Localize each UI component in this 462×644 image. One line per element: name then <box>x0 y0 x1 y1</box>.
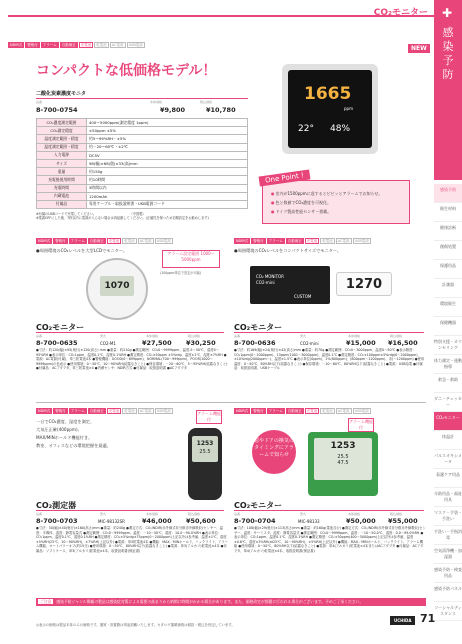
brand-logo: UCHIDA <box>390 616 415 625</box>
featured-code: 8-700-0754 <box>36 106 78 114</box>
sidebar-section-char: 感 <box>442 26 454 39</box>
spec-key: 内蔵電池 <box>37 192 87 200</box>
temp-readout: 22° <box>298 124 314 134</box>
footnote: ※付属のUSBコードで充電してください。 （中国製） <box>36 212 146 216</box>
sidebar-item[interactable]: 体温計 <box>434 431 462 450</box>
product4-temp: 25.5 <box>337 454 349 460</box>
product3-model: MIC-98132SR <box>98 519 125 524</box>
sidebar-item[interactable]: 保護用品 <box>434 260 462 279</box>
bottom-note-label: ご注意 <box>40 599 52 604</box>
product2-code: 8-700-0636 <box>234 339 276 347</box>
co2-readout: 1665 <box>304 84 352 104</box>
spec-value: 約－20～60℃・±2℃ <box>87 143 248 151</box>
product3-tags <box>36 408 173 414</box>
featured-rule <box>36 98 248 99</box>
product2-price2: ¥16,500 <box>388 339 418 347</box>
sidebar-item[interactable]: 保健機器 <box>434 317 462 336</box>
product1-callout <box>162 250 220 268</box>
feature-tag: NDIR式 <box>38 239 51 243</box>
onepoint-item: ● 色と数値でCO₂濃度を可視化。 <box>271 200 382 206</box>
product2-device-model: CO2-mini <box>256 280 275 285</box>
product1-title: CO₂モニター <box>36 323 85 332</box>
spec-row <box>37 200 248 208</box>
feature-tag: AC電源 <box>337 239 350 243</box>
feature-item: MAX/MINホールド機能付き。 <box>36 435 93 440</box>
feature-tag: 自動補正 <box>61 43 76 47</box>
product2-device-label: CO₂ MONITOR <box>256 274 284 279</box>
product2-price1: ¥15,000 <box>346 339 376 347</box>
product1-model: CO2-M1 <box>100 341 116 346</box>
feature-tag: NDIR式 <box>10 43 23 47</box>
feature-tag: 乾電池 <box>96 43 107 47</box>
bottom-note-text: 感染予防ジャンル掲載の製品は感染症対策による需要の高まりから納期に時間がかかる場合があります。また、価格改定が頻繁に行われる場合がございます。予めご了承ください。 <box>56 599 364 604</box>
feature-tag: NDIR式 <box>236 239 249 243</box>
product2-hdr-code: 品番 <box>234 334 241 338</box>
sidebar-item[interactable]: マスク・手袋・手洗い <box>434 507 462 526</box>
footer-note: ◎表示の価格は製品本体のみの価格です。運賃・設置費は別途頂戴いたします。カタログ掲載価格は税抜・税込を併記しています。 <box>36 623 235 627</box>
feature-tag: 乾電池 <box>322 239 333 243</box>
feature-tag: 警報付 <box>253 239 264 243</box>
product1-hdr-model: 型式 <box>100 334 107 338</box>
sidebar-section-char: 防 <box>442 68 454 81</box>
product3-price1: ¥46,000 <box>142 517 172 525</box>
product1-desc: ●周囲環境のCO₂レベルを大型LCDでモニター。 <box>36 248 128 253</box>
sidebar-item[interactable]: 創傷処置 <box>434 241 462 260</box>
header-rule <box>8 15 434 17</box>
featured-footnotes <box>36 212 256 220</box>
feature-tag: 警報付 <box>27 43 38 47</box>
feature-tag: USB電源 <box>354 239 369 243</box>
spec-value: 98(幅)×68(奥)×33(高)mm <box>87 159 248 167</box>
featured-price2: ¥10,780 <box>206 106 236 114</box>
product3-hdr-model: 型式 <box>100 512 107 516</box>
feature-tag: USB電源 <box>128 43 143 47</box>
feature-tag: 警報付 <box>253 409 264 413</box>
featured-device <box>282 64 378 154</box>
product3-hdr-price2: 税込価格 <box>188 512 201 516</box>
feature-tag: USB電源 <box>156 239 171 243</box>
sidebar <box>434 0 462 644</box>
feature-item: 一台でCO₂濃度、湿度を測定。 <box>36 419 95 424</box>
sidebar-section-char: 染 <box>442 40 454 53</box>
product1-callout-note: (100ppm単位で設定が可能) <box>160 271 202 275</box>
product3-rule <box>36 510 224 511</box>
feature-tag: 警報付 <box>55 239 66 243</box>
feature-tag: アラーム <box>268 239 283 243</box>
feature-tag: 充電池 <box>108 409 120 413</box>
product4-title: CO₂モニター <box>234 501 283 510</box>
product2-hdr-model: 型式 <box>300 334 307 338</box>
callout-text: アラーム設定範囲 1000～5000ppm <box>167 251 215 262</box>
sidebar-item[interactable]: 特別支援・カウンセリング <box>434 336 462 355</box>
feature-tag: 自動補正 <box>287 409 302 413</box>
product1-rule <box>36 332 224 333</box>
spec-row <box>37 151 248 159</box>
sidebar-item[interactable]: 看護ケア用品 <box>434 469 462 488</box>
spec-value: 専用ケーブル・取扱説明書・USB電源コード <box>87 200 248 208</box>
product2-tags <box>234 238 371 244</box>
product1-hdr-price1: 本体価格 <box>146 334 159 338</box>
product1-code: 8-700-0635 <box>36 339 78 347</box>
feature-tag: AC電源 <box>139 239 152 243</box>
product1-price1: ¥27,500 <box>142 339 172 347</box>
feature-tag: USB電源 <box>156 409 171 413</box>
sidebar-item[interactable]: 手洗い・手指消毒 <box>434 526 462 545</box>
feature-tag: NDIR式 <box>38 409 51 413</box>
product4-hum: 47.5 <box>337 460 349 466</box>
spec-key: 充電時間 <box>37 184 87 192</box>
onepoint-item: ● ドイツ製高性能センサー搭載。 <box>271 209 382 215</box>
onepoint-item: ● 室内が1500ppmに達するとビビッとアラームでお知らせ。 <box>271 191 382 197</box>
onepoint-title: One Point ! <box>259 170 311 187</box>
product4-code: 8-700-0704 <box>234 517 276 525</box>
feature-tag: AC電源 <box>139 409 152 413</box>
product1-lcd: 1070 <box>100 276 134 296</box>
spec-key: 付属品 <box>37 200 87 208</box>
product2-title: CO₂モニター <box>234 323 283 332</box>
spec-row <box>37 127 248 135</box>
feature-tag: 自動補正 <box>89 409 104 413</box>
product3-features <box>36 418 111 450</box>
featured-tags <box>8 42 145 48</box>
feature-tag: 乾電池 <box>322 409 333 413</box>
footnote: ※電源OFFにした後、7秒以内に電源が入らない場合は再起動してください。(正確性を保つため初期設定をお勧めします) <box>36 216 209 221</box>
product4-hdr-price1: 本体価格 <box>348 512 361 516</box>
feature-tag: AC電源 <box>337 409 350 413</box>
sidebar-item[interactable]: 感染予防・検査用品 <box>434 564 462 583</box>
product4-spec-text: ●寸法：108(幅)×29(奥行)×113(高さ)mm ●重量：約160g(電池含む) ●測定方式：CO₂/NDIR(赤外線式非分散赤外線吸収)センサー、温度：サーミスタ、湿度：静電容量式 ●測定範囲：CO₂0～9999ppm、温度：－10～50.0℃、湿度：0.0～99.0%RH ●表示単位：CO₂1ppm、温度0.1℃、湿度0.1%RH ●測定精度：CO₂±30ppm(400～5000ppm)上記以外は参考値、温度±0.6℃、湿度±3%RH(at25℃、10～90%RH)、±5%RH(上記以外) ●機能：MAX／MINホールド、バックライト、アラーム機能 ●使用環境：0～50℃、80%RH以下(結露なきこと) ●電源：単4(アルカリ)乾電池×4本またはACアダプタ ●付属品：ACアダプタ、単4(アルカリ)乾電池×4本、取扱説明書(保証書) <box>234 526 426 553</box>
spec-key: CO₂濃度測定範囲 <box>37 119 87 127</box>
spec-key: 充電後使用時間 <box>37 176 87 184</box>
feature-tag: アラーム <box>70 409 85 413</box>
product4-hdr-price2: 税込価格 <box>390 512 403 516</box>
spec-key: 湿度測定範囲・精度 <box>37 135 87 143</box>
sidebar-item[interactable]: 救急・救助 <box>434 374 462 393</box>
product3-lcd <box>192 436 218 462</box>
spec-value: 約5～99%RH・±5% <box>87 135 248 143</box>
product4-hdr-code: 品番 <box>234 512 241 516</box>
product2-device <box>250 266 390 306</box>
product3-alarm-tag: アラーム機能付 <box>197 411 221 422</box>
product4-lcd <box>314 438 372 480</box>
spec-row <box>37 119 248 127</box>
featured-hdr-price2: 税込価格 <box>200 100 213 104</box>
product2-device-brand: CUSTOM <box>294 294 312 299</box>
product3-device <box>188 428 222 500</box>
spec-key: 入力電源 <box>37 151 87 159</box>
feature-tag: NDIR式 <box>236 409 249 413</box>
spec-value: 約10時間 <box>87 176 248 184</box>
product2-device-front <box>250 266 330 304</box>
product1-device <box>86 258 148 320</box>
product3-hdr-code: 品番 <box>36 512 43 516</box>
feature-tag: 充電池 <box>108 239 120 243</box>
spec-value: 1200mAh <box>87 192 248 200</box>
spec-value: DC5V <box>87 151 248 159</box>
bottom-note-bar <box>36 598 426 606</box>
product1-hdr-price2: 税込価格 <box>188 334 201 338</box>
spec-row <box>37 176 248 184</box>
onepoint-box <box>262 171 410 224</box>
product2-hdr-price2: 税込価格 <box>390 334 403 338</box>
feature-tag: AC電源 <box>111 43 124 47</box>
spec-row <box>37 184 248 192</box>
product3-temp: 25.5 <box>199 449 211 455</box>
spec-value: 5時間以内 <box>87 184 248 192</box>
onepoint-list <box>271 191 382 215</box>
product4-bubble: 窓やドアの換気のタイミングにアラームで知らせ <box>252 430 296 474</box>
product4-rule <box>234 510 424 511</box>
featured-hdr-price1: 本体価格 <box>150 100 163 104</box>
feature-tag: 充電池 <box>80 43 92 47</box>
feature-item: 大気圧正確(400ppm)。 <box>36 427 82 432</box>
feature-tag: 乾電池 <box>124 239 135 243</box>
spec-value: 400～5000ppm(測定精度 1ppm) <box>87 119 248 127</box>
product3-code: 8-700-0703 <box>36 517 78 525</box>
product1-price2: ¥30,250 <box>186 339 216 347</box>
medical-cross-icon: ✚ <box>442 6 453 20</box>
featured-subtitle: 二酸化炭素濃度モニタ <box>36 91 87 97</box>
featured-hdr-code: 品番 <box>36 100 43 104</box>
featured-price1: ¥9,800 <box>160 106 186 114</box>
sidebar-item[interactable]: 健康診断 <box>434 222 462 241</box>
featured-spec-table <box>36 118 248 209</box>
spec-value: ±50ppm ±5% <box>87 127 248 135</box>
new-badge: NEW <box>408 44 430 53</box>
sidebar-item[interactable]: 環境衛生 <box>434 298 462 317</box>
product4-device <box>308 432 378 496</box>
feature-tag: アラーム <box>268 409 283 413</box>
feature-tag: 警報付 <box>55 409 66 413</box>
sidebar-section-title <box>440 26 456 82</box>
spec-key: CO₂測定精度 <box>37 127 87 135</box>
sidebar-item[interactable]: 感染予防 <box>434 184 462 203</box>
sidebar-item[interactable]: ダニ・チェッカー <box>434 393 462 412</box>
feature-tag: 自動補正 <box>287 239 302 243</box>
product2-hdr-price1: 本体価格 <box>348 334 361 338</box>
product2-rule <box>234 332 424 333</box>
product3-spec-text: ●寸法：50(幅)×40(奥行)×160(高さ)mm ●重量：約240g ●測定方式：CO₂/NDIR(赤外線式非分散赤外線吸収)センサー、温度：半導体、湿度：静電容量式 ●測定範囲：CO₂0～9999ppm、温度：－10～50℃、湿度：10.0～90.0%RH ●表示単位：CO₂1ppm、温度0.1℃、湿度0.1%RH ●測定精度：CO₂±5%rdg±75ppm(0～2000ppm)上記以外は参考値、温度±1℃、湿度±5%RH(25℃、10～90%RH)、±7%RH(上記以外) ●電源：単3乾電池4本 ●機能：MAX／MINホールド、バックライト、アラーム機能、オートパワーオフ(約15分) ●使用環境：0～50℃、80%RH以下(結露なきこと) ●電源：単3(アルカリ)乾電池×4本 ●付属品：ソフトケース、単3(アルカリ)乾電池×4本、取扱説明書(保証書) <box>36 526 228 553</box>
sidebar-item[interactable]: ソーシャルディスタンス <box>434 602 462 621</box>
product4-price1: ¥50,000 <box>346 517 376 525</box>
product1-tags <box>36 238 173 244</box>
product4-tags <box>234 408 371 414</box>
sidebar-item[interactable]: 衛生材料 <box>434 203 462 222</box>
feature-tag: 充電池 <box>306 409 318 413</box>
sidebar-item[interactable]: 介助用品・福祉用具 <box>434 488 462 507</box>
spec-row <box>37 192 248 200</box>
sidebar-section-banner <box>434 0 462 180</box>
product4-alarm-tag: アラーム機能付 <box>349 419 373 430</box>
sidebar-item[interactable]: パルスオキシメータ <box>434 450 462 469</box>
feature-tag: 充電池 <box>306 239 318 243</box>
feature-tag: USB電源 <box>354 409 369 413</box>
page-number: 71 <box>420 612 436 625</box>
product4-model: MIC-98133 <box>298 519 320 524</box>
spec-row <box>37 143 248 151</box>
row-divider <box>36 402 426 403</box>
sidebar-item[interactable]: CO₂モニター <box>434 412 462 431</box>
product4-co2: 1253 <box>330 441 356 451</box>
sidebar-section-char: 予 <box>442 54 454 67</box>
product2-desc: ●周囲環境のCO₂レベルをコンパクトサイズでモニター。 <box>234 248 342 253</box>
featured-device-screen <box>288 70 372 148</box>
spec-row <box>37 135 248 143</box>
spec-row <box>37 168 248 176</box>
spec-value: 約150g <box>87 168 248 176</box>
spec-key: サイズ <box>37 159 87 167</box>
product3-co2: 1253 <box>196 440 214 447</box>
product2-spec-text: ●寸法：約169(幅)×24(奥行)×42(高さ)mm ●重量：約70g ●測定範囲：CO₂0～3000ppm、温度0～50℃ ●表示精度：CO₂1ppm(0～1000ppm)、15ppm(1001～3000ppm)、温度0.1℃ ●測定精度：CO₂±100ppm±5%rdg(0～2000ppm)、±10%rdg(2000ppm～)、温度±1.5℃ ●表示単位(0ppm)、1%(800ppm)、(800ppm～1200ppm)、赤(～1200ppm) ●使用温度：0～50℃、80%RH以下(結露なきこと) ●保存環境：－10～60℃、80%RH以下(結露なきこと) ●電源：USB給電 ●付属品：取扱説明書、USBケーブル <box>234 348 425 370</box>
sidebar-item[interactable]: 感染予防パネル <box>434 583 462 602</box>
feature-item: 教室、オフィスなどの環境把握を最適。 <box>36 443 111 448</box>
spec-row <box>37 159 248 167</box>
category-title: CO₂モニター <box>373 8 428 18</box>
feature-tag: アラーム <box>70 239 85 243</box>
top-header <box>0 0 462 24</box>
product4-hdr-model: 型式 <box>300 512 307 516</box>
product1-hdr-code: 品番 <box>36 334 43 338</box>
feature-tag: アラーム <box>42 43 57 47</box>
product1-spec-text: ●寸法：約120(幅)×95(奥行)×120(高さ) mm ●重量：約210g ●測定範囲：CO₂0～9999ppm、温度-5～50℃、湿度0～95%RH ●表示単位：CO₂1ppm、温度0.1℃、湿度0.1%RH ●測定精度：CO₂±50ppm ±5%rdg、温度±1℃、湿度±7%RH ●電源：AC電源(付属)、単三乾電池4本 ●警報機能：GOOD(0～699ppm)、NORMAL(700～999ppm)、POOR(1000～9999ppm)の色表示 ●使用環境：0～50℃、10～90%RH(結露なきこと) ●保存環境：－20～60℃、5～95%RH(結露なきこと) ●付属品：ACアダプタ、単三乾電池×4 ●内蔵センサ：NDIR方式 ●付属品：取扱説明書 ●ACアダプタ <box>36 348 228 370</box>
sidebar-item[interactable]: 計測器 <box>434 279 462 298</box>
product3-price2: ¥50,600 <box>186 517 216 525</box>
product3-title: CO₂測定器 <box>36 501 77 510</box>
feature-tag: 自動補正 <box>89 239 104 243</box>
sidebar-item[interactable]: 空気清浄機・加湿器 <box>434 545 462 564</box>
feature-tag: 乾電池 <box>124 409 135 413</box>
product4-price2: ¥55,000 <box>388 517 418 525</box>
product3-hdr-price1: 本体価格 <box>146 512 159 516</box>
co2-unit: ppm <box>344 106 353 111</box>
featured-headline: コンパクトな低価格モデル！ <box>36 63 217 79</box>
spec-key: 温度測定範囲・精度 <box>37 143 87 151</box>
product2-model: CO2-mini <box>300 341 319 346</box>
spec-key: 重量 <box>37 168 87 176</box>
sidebar-item[interactable]: 体力測定・運動指導 <box>434 355 462 374</box>
hum-readout: 48% <box>330 124 351 134</box>
product2-lcd: 1270 <box>336 272 392 296</box>
